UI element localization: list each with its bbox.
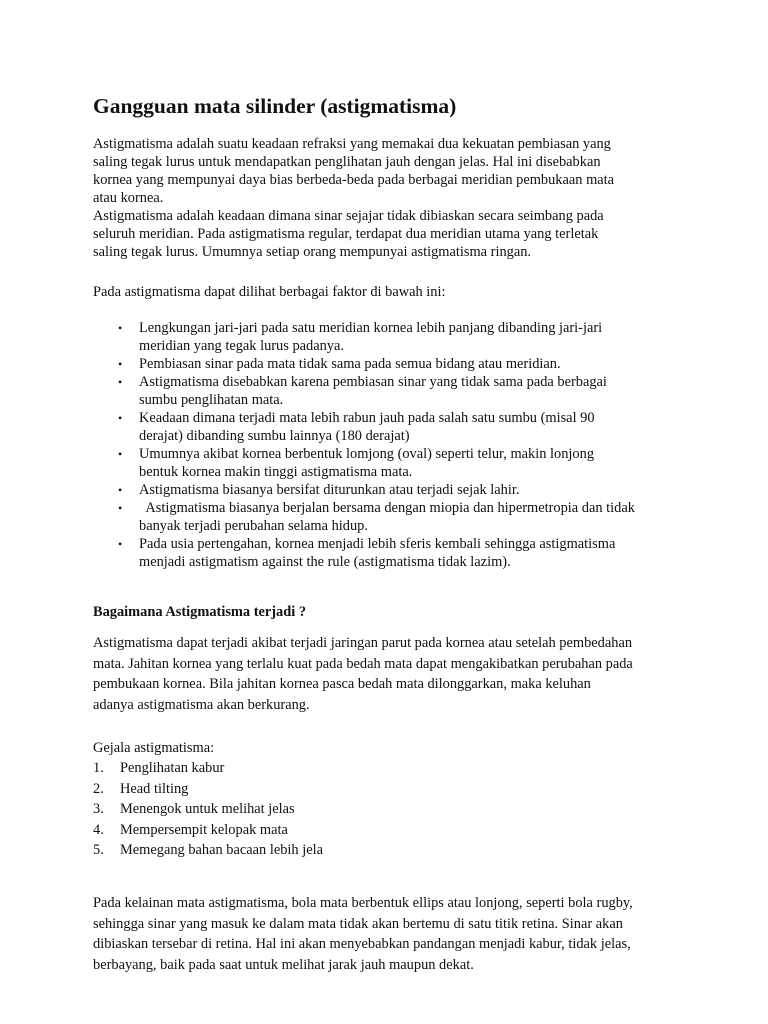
list-item-line: derajat) dibanding sumbu lainnya (180 derajat) (139, 428, 410, 444)
bullet-icon: • (118, 375, 123, 389)
list-number: 5. (93, 842, 104, 858)
bullet-icon: • (118, 447, 123, 461)
symptoms-intro: Gejala astigmatisma: (93, 740, 215, 756)
intro-line: Astigmatisma adalah keadaan dimana sinar sejajar tidak dibiaskan secara seimbang pada (93, 208, 604, 224)
list-item-line: Keadaan dimana terjadi mata lebih rabun jauh pada salah satu sumbu (misal 90 (139, 410, 595, 426)
list-number: 4. (93, 821, 104, 838)
bullet-icon: • (118, 411, 123, 425)
list-item (93, 499, 693, 535)
closing-line: berbayang, baik pada saat untuk melihat jarak jauh maupun dekat. (93, 956, 474, 973)
list-item (93, 355, 693, 373)
closing-line: sehingga sinar yang masuk ke dalam mata tidak akan bertemu di satu titik retina. Sinar akan (93, 915, 623, 932)
list-item-line: meridian yang tegak lurus padanya. (139, 338, 344, 354)
list-item (93, 535, 693, 571)
list-item-line: menjadi astigmatism against the rule (astigmatisma tidak lazim). (139, 554, 511, 570)
list-number: 3. (93, 801, 104, 817)
intro-line: Astigmatisma adalah suatu keadaan refraksi yang memakai dua kekuatan pembiasan yang (93, 136, 611, 152)
list-item-line: Lengkungan jari-jari pada satu meridian kornea lebih panjang dibanding jari-jari (139, 320, 603, 336)
bullet-icon: • (118, 321, 123, 335)
list-item (93, 779, 323, 800)
list-item-text: Penglihatan kabur (120, 760, 225, 776)
factors-list (93, 319, 693, 571)
list-item (93, 409, 693, 445)
list-item-line: Astigmatisma biasanya bersifat diturunkan atau terjadi sejak lahir. (139, 482, 520, 498)
cause-line: mata. Jahitan kornea yang terlalu kuat pada bedah mata dapat mengakibatkan perubahan pada (93, 655, 633, 672)
list-item-line: Pada usia pertengahan, kornea menjadi lebih sferis kembali sehingga astigmatisma (139, 536, 616, 552)
list-item-line: bentuk kornea makin tinggi astigmatisma mata. (139, 464, 413, 480)
cause-line: pembukaan kornea. Bila jahitan kornea pasca bedah mata dilonggarkan, maka keluhan (93, 676, 591, 692)
factors-intro: Pada astigmatisma dapat dilihat berbagai faktor di bawah ini: (93, 284, 446, 300)
list-item-line: sumbu penglihatan mata. (139, 392, 284, 408)
list-item (93, 820, 323, 841)
list-item-line: Pembiasan sinar pada mata tidak sama pada semua bidang atau meridian. (139, 356, 561, 372)
list-item-text: Head tilting (120, 780, 189, 797)
list-item (93, 445, 693, 481)
list-item-line: Umumnya akibat kornea berbentuk lomjong (oval) seperti telur, makin lonjong (139, 446, 595, 462)
cause-line: adanya astigmatisma akan berkurang. (93, 696, 310, 713)
symptoms-list (93, 758, 323, 861)
bullet-icon: • (118, 483, 123, 497)
closing-line: Pada kelainan mata astigmatisma, bola mata berbentuk ellips atau lonjong, seperti bola rugby, (93, 895, 633, 911)
cause-line: Astigmatisma dapat terjadi akibat terjadi jaringan parut pada kornea atau setelah pembedahan (93, 635, 633, 651)
list-item (93, 799, 323, 820)
bullet-icon: • (118, 501, 123, 515)
cause-paragraph (93, 633, 693, 715)
intro-line: atau kornea. (93, 190, 164, 206)
list-item (93, 758, 323, 779)
closing-paragraph (93, 893, 693, 975)
document-title: Gangguan mata silinder (astigmatisma) (93, 94, 457, 118)
list-item-line: Astigmatisma biasanya berjalan bersama dengan miopia dan hipermetropia dan tidak (139, 500, 635, 516)
list-item-line: banyak terjadi perubahan selama hidup. (139, 518, 368, 534)
closing-line: dibiaskan tersebar di retina. Hal ini akan menyebabkan pandangan menjadi kabur, tidak jelas, (93, 936, 631, 952)
list-item-text: Memegang bahan bacaan lebih jela (120, 842, 323, 858)
list-number: 1. (93, 760, 104, 776)
list-item-text: Menengok untuk melihat jelas (120, 801, 295, 817)
list-item (93, 481, 693, 499)
intro-paragraph (93, 135, 693, 261)
list-item (93, 319, 693, 355)
intro-line: seluruh meridian. Pada astigmatisma regular, terdapat dua meridian utama yang terletak (93, 226, 599, 242)
list-item (93, 373, 693, 409)
bullet-icon: • (118, 537, 123, 551)
list-item-text: Mempersempit kelopak mata (120, 821, 288, 838)
intro-line: kornea yang mempunyai daya bias berbeda-beda pada berbagai meridian pembukaan mata (93, 172, 615, 188)
section-heading-cause: Bagaimana Astigmatisma terjadi ? (93, 604, 307, 620)
list-item (93, 840, 323, 861)
list-number: 2. (93, 780, 104, 797)
list-item-line: Astigmatisma disebabkan karena pembiasan sinar yang tidak sama pada berbagai (139, 374, 607, 390)
intro-line: saling tegak lurus. Umumnya setiap orang mempunyai astigmatisma ringan. (93, 244, 532, 260)
bullet-icon: • (118, 357, 123, 371)
intro-line: saling tegak lurus untuk mendapatkan penglihatan jauh dengan jelas. Hal ini disebabkan (93, 154, 601, 170)
